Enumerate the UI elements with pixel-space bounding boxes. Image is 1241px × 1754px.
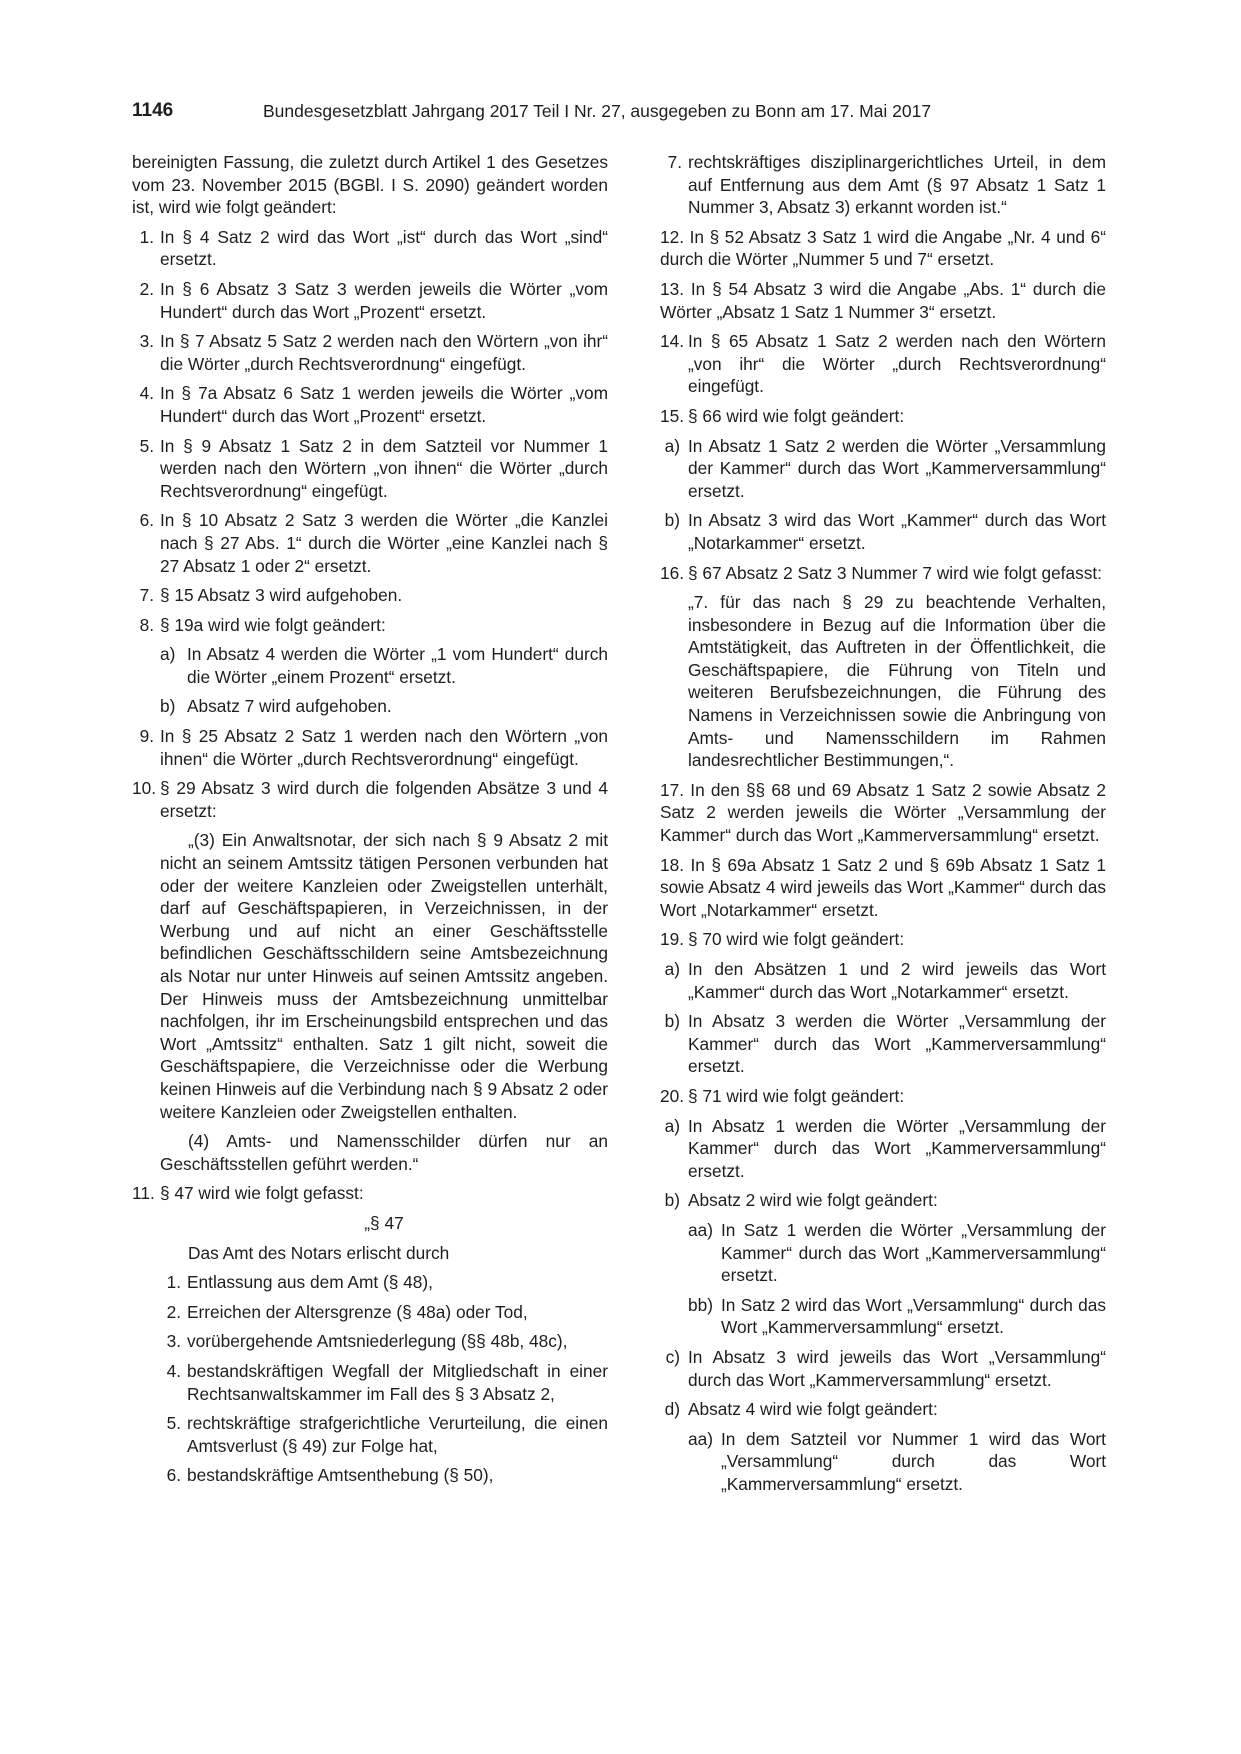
item-text: In § 7a Absatz 6 Satz 1 werden jeweils die Wörter „vom Hundert“ durch das Wort „Prozent“ ersetzt.: [160, 383, 608, 426]
item-text: § 15 Absatz 3 wird aufgehoben.: [160, 585, 403, 606]
item-number: 19.: [660, 929, 685, 950]
list-item: [660, 278, 1106, 323]
sub-item-letter: b): [664, 1190, 680, 1211]
sub-sub-item: [660, 1294, 1106, 1339]
sub-item-text: bestandskräftigen Wegfall der Mitgliedschaft in einer Rechtsanwaltskammer im Fall des § 3 Absatz 2,: [187, 1360, 608, 1404]
list-item: [132, 584, 608, 607]
sub-item: [132, 1301, 608, 1324]
item-text: In § 65 Absatz 1 Satz 2 werden nach den Wörtern „von ihr“ die Wörter „durch Rechtsverordnung“ eingefügt.: [688, 331, 1106, 397]
sub-item-letter: a): [664, 435, 680, 456]
sub-item: [132, 1412, 608, 1457]
item-text: In § 4 Satz 2 wird das Wort „ist“ durch das Wort „sind“ ersetzt.: [160, 226, 608, 270]
list-item: [660, 330, 1106, 398]
quoted-paragraph: „7. für das nach § 29 zu beachtende Verhalten, insbesondere in Bezug auf die Information über die Amtstätigkeit, das Auftreten in der Öffentlichkeit, die Geschäftspapiere, die Führung von Titeln und weiteren Berufsbezeichnungen, die Führung des Namens in Verzeichnissen sowie die Anbringung von Amts- und Namensschildern im Rahmen landesrechtlicher Bestimmungen,“.: [688, 592, 1106, 771]
list-item: [132, 614, 608, 637]
item-text: In § 6 Absatz 3 Satz 3 werden jeweils die Wörter „vom Hundert“ durch das Wort „Prozent“ ersetzt.: [160, 278, 608, 322]
quoted-sentence: Das Amt des Notars erlischt durch: [188, 1242, 450, 1263]
sub-item-text: Absatz 4 wird wie folgt geändert:: [688, 1399, 938, 1420]
sub-item: [660, 509, 1106, 554]
item-number: 5.: [139, 435, 154, 456]
item-number: 4.: [139, 383, 154, 404]
item-number: 6.: [139, 510, 154, 531]
sub-sub-item-label: aa): [688, 1219, 713, 1240]
item-text: § 70 wird wie folgt geändert:: [688, 929, 905, 950]
page-number: 1146: [132, 100, 174, 121]
item-text: In § 7 Absatz 5 Satz 2 werden nach den Wörtern „von ihr“ die Wörter „durch Rechtsverordnung“ eingefügt.: [160, 331, 608, 374]
sub-item-letter: c): [665, 1346, 680, 1367]
sub-item-text: In Absatz 1 Satz 2 werden die Wörter „Versammlung der Kammer“ durch das Wort „Kammerversammlung“ ersetzt.: [688, 435, 1106, 501]
sub-item-text: In Absatz 4 werden die Wörter „1 vom Hundert“ durch die Wörter „einem Prozent“ ersetzt.: [187, 644, 608, 687]
list-item: [132, 330, 608, 375]
sub-item: [132, 1360, 608, 1405]
sub-item-text: In Absatz 3 werden die Wörter „Versammlung der Kammer“ durch das Wort „Kammerversammlung“ ersetzt.: [688, 1011, 1106, 1077]
item-number: 16.: [660, 562, 685, 583]
sub-item-text: rechtskräftiges disziplinargerichtliches Urteil, in dem auf Entfernung aus dem Amt (§ 97 Absatz 1 Satz 1 Nummer 3, Absatz 3) erkannt worden ist.“: [688, 152, 1106, 218]
sub-sub-item-label: bb): [688, 1294, 713, 1315]
item-number: 15.: [660, 405, 685, 426]
list-item: [132, 725, 608, 770]
sub-item: [660, 1010, 1106, 1078]
sub-sub-item-text: In Satz 1 werden die Wörter „Versammlung der Kammer“ durch das Wort „Kammerversammlung“ ersetzt.: [721, 1219, 1106, 1286]
sub-item-number: 6.: [166, 1465, 181, 1486]
item-number: 14.: [660, 331, 685, 352]
list-item: [660, 405, 1106, 428]
item-text: § 67 Absatz 2 Satz 3 Nummer 7 wird wie folgt gefasst:: [688, 562, 1102, 583]
item-number: 8.: [139, 614, 154, 635]
sub-sub-item-text: In dem Satzteil vor Nummer 1 wird das Wort „Versammlung“ durch das Wort „Kammerversammlung“ ersetzt.: [721, 1428, 1106, 1494]
sub-sub-item-text: In Satz 2 wird das Wort „Versammlung“ durch das Wort „Kammerversammlung“ ersetzt.: [721, 1294, 1106, 1338]
item-number: 9.: [139, 726, 154, 747]
sub-item: [660, 1189, 1106, 1212]
sub-item-number: 4.: [166, 1360, 181, 1381]
sub-sub-item: [660, 1219, 1106, 1287]
sub-item: [660, 151, 1106, 219]
item-number: 12.: [660, 226, 685, 247]
sub-item-letter: b): [160, 696, 176, 717]
item-text: § 71 wird wie folgt geändert:: [688, 1085, 905, 1106]
item-number: 10.: [132, 778, 157, 799]
sub-item-text: Entlassung aus dem Amt (§ 48),: [187, 1272, 433, 1293]
quoted-paragraph: (4) Amts- und Namensschilder dürfen nur an Geschäftsstellen geführt werden.“: [160, 1131, 608, 1174]
item-text: In § 25 Absatz 2 Satz 1 werden nach den Wörtern „von ihnen“ die Wörter „durch Rechtsverordnung“ eingefügt.: [160, 726, 608, 769]
list-item: [132, 382, 608, 427]
sub-item-text: In Absatz 1 werden die Wörter „Versammlung der Kammer“ durch das Wort „Kammerversammlung“ ersetzt.: [688, 1115, 1106, 1181]
item-text: In § 9 Absatz 1 Satz 2 in dem Satzteil vor Nummer 1 werden nach den Wörtern „von ihnen“ die Wörter „durch Rechtsverordnung“ eingefügt.: [160, 435, 608, 501]
list-item: [660, 562, 1106, 585]
item-text: § 19a wird wie folgt geändert:: [160, 614, 386, 635]
item-number: 3.: [139, 331, 154, 352]
sub-item: [660, 1398, 1106, 1421]
sub-item: [660, 958, 1106, 1003]
item-number: 11.: [132, 1183, 155, 1204]
sub-item-text: vorübergehende Amtsniederlegung (§§ 48b, 48c),: [187, 1331, 568, 1352]
sub-sub-item-label: aa): [688, 1428, 713, 1449]
sub-item: [132, 1271, 608, 1294]
item-number: 2.: [139, 278, 154, 299]
list-item: [132, 278, 608, 323]
sub-item: [660, 1346, 1106, 1391]
sub-item-text: Absatz 2 wird wie folgt geändert:: [688, 1190, 938, 1211]
list-item: [132, 509, 608, 577]
sub-item-text: Absatz 7 wird aufgehoben.: [187, 696, 392, 717]
list-item: [660, 928, 1106, 951]
sub-item-text: bestandskräftige Amtsenthebung (§ 50),: [187, 1465, 494, 1486]
right-column: [660, 151, 1106, 1502]
running-header: [132, 100, 1112, 126]
sub-item: [660, 1115, 1106, 1183]
sub-item-text: In Absatz 3 wird das Wort „Kammer“ durch das Wort „Notarkammer“ ersetzt.: [688, 510, 1106, 553]
sub-item-number: 3.: [166, 1331, 181, 1352]
sub-item-letter: b): [664, 510, 680, 531]
item-number: 7.: [139, 585, 154, 606]
list-item: [660, 779, 1106, 847]
section-heading: „§ 47: [364, 1212, 404, 1233]
item-number: 18.: [660, 854, 685, 875]
item-text: § 66 wird wie folgt geändert:: [688, 405, 905, 426]
list-item: [132, 435, 608, 503]
item-text: § 29 Absatz 3 wird durch die folgenden Absätze 3 und 4 ersetzt:: [160, 778, 608, 821]
item-number: 13.: [660, 278, 685, 299]
sub-item-letter: d): [664, 1399, 680, 1420]
item-text: In § 54 Absatz 3 wird die Angabe „Abs. 1“ durch die Wörter „Absatz 1 Satz 1 Nummer 3“ ersetzt.: [660, 278, 1106, 322]
item-text: In § 69a Absatz 1 Satz 2 und § 69b Absatz 1 Satz 1 sowie Absatz 4 wird jeweils das Wort „Kammer“ durch das Wort „Notarkammer“ ersetzt.: [660, 854, 1106, 920]
sub-item-letter: b): [664, 1011, 680, 1032]
sub-item-text: In den Absätzen 1 und 2 wird jeweils das Wort „Kammer“ durch das Wort „Notarkammer“ ersetzt.: [688, 959, 1106, 1002]
item-text: In § 10 Absatz 2 Satz 3 werden die Wörter „die Kanzlei nach § 27 Abs. 1“ durch die Wörter „eine Kanzlei nach § 27 Absatz 1 oder 2“ ersetzt.: [160, 510, 608, 576]
left-column: [132, 151, 608, 1494]
sub-item-letter: a): [160, 644, 176, 665]
item-text: § 47 wird wie folgt gefasst:: [160, 1183, 364, 1204]
sub-item-text: rechtskräftige strafgerichtliche Verurteilung, die einen Amtsverlust (§ 49) zur Folge hat,: [187, 1413, 608, 1456]
sub-sub-item: [660, 1428, 1106, 1496]
sub-item-text: In Absatz 3 wird jeweils das Wort „Versammlung“ durch das Wort „Kammerversammlung“ ersetzt.: [688, 1346, 1106, 1390]
item-number: 20.: [660, 1085, 685, 1106]
sub-item-number: 7.: [667, 152, 682, 172]
sub-item-letter: a): [664, 959, 680, 979]
list-item: [132, 1182, 608, 1205]
intro-paragraph: bereinigten Fassung, die zuletzt durch Artikel 1 des Gesetzes vom 23. November 2015 (BGBl. I S. 2090) geändert worden ist, wird wie folgt geändert:: [132, 152, 608, 218]
list-item: [132, 226, 608, 271]
sub-item: [132, 1464, 608, 1487]
sub-item-number: 1.: [166, 1272, 181, 1293]
sub-item-letter: a): [664, 1115, 680, 1136]
sub-item: [132, 643, 608, 688]
item-text: In den §§ 68 und 69 Absatz 1 Satz 2 sowie Absatz 2 Satz 2 werden jeweils die Wörter „Versammlung der Kammer“ durch das Wort „Kammerversammlung“ ersetzt.: [660, 779, 1106, 846]
list-item: [660, 854, 1106, 922]
list-item: [660, 226, 1106, 271]
list-item: [132, 777, 608, 822]
item-text: In § 52 Absatz 3 Satz 1 wird die Angabe „Nr. 4 und 6“ durch die Wörter „Nummer 5 und 7“ ersetzt.: [660, 226, 1106, 270]
list-item: [660, 1085, 1106, 1108]
item-number: 17.: [660, 779, 685, 800]
quoted-paragraph: „(3) Ein Anwaltsnotar, der sich nach § 9 Absatz 2 mit nicht an seinem Amtssitz tätigen Personen verbunden hat oder der weitere Kanzleien oder Zweigstellen unterhält, darf auf Geschäftspapieren, in Verzeichnissen, in der Werbung und auf nicht an einer Geschäftsstelle befindlichen Geschäftsschildern seine Amtsbezeichnung als Notar nur unter Hinweis auf seinen Amtssitz angeben. Der Hinweis muss der Amtsbezeichnung unmittelbar nachfolgen, ihr im Erscheinungsbild entsprechen und das Wort „Amtssitz“ enthalten. Satz 1 gilt nicht, soweit die Geschäftspapiere, die Verzeichnisse oder die Werbung keinen Hinweis auf die Verbindung nach § 9 Absatz 2 oder weitere Kanzleien oder Zweigstellen enthalten.: [160, 830, 608, 1122]
header-title: Bundesgesetzblatt Jahrgang 2017 Teil I Nr. 27, ausgegeben zu Bonn am 17. Mai 2017: [263, 101, 932, 121]
sub-item-number: 2.: [166, 1301, 181, 1322]
sub-item: [132, 695, 608, 718]
sub-item: [132, 1330, 608, 1353]
sub-item: [660, 435, 1106, 503]
item-number: 1.: [139, 226, 154, 247]
sub-item-number: 5.: [166, 1413, 181, 1434]
sub-item-text: Erreichen der Altersgrenze (§ 48a) oder Tod,: [187, 1301, 528, 1322]
